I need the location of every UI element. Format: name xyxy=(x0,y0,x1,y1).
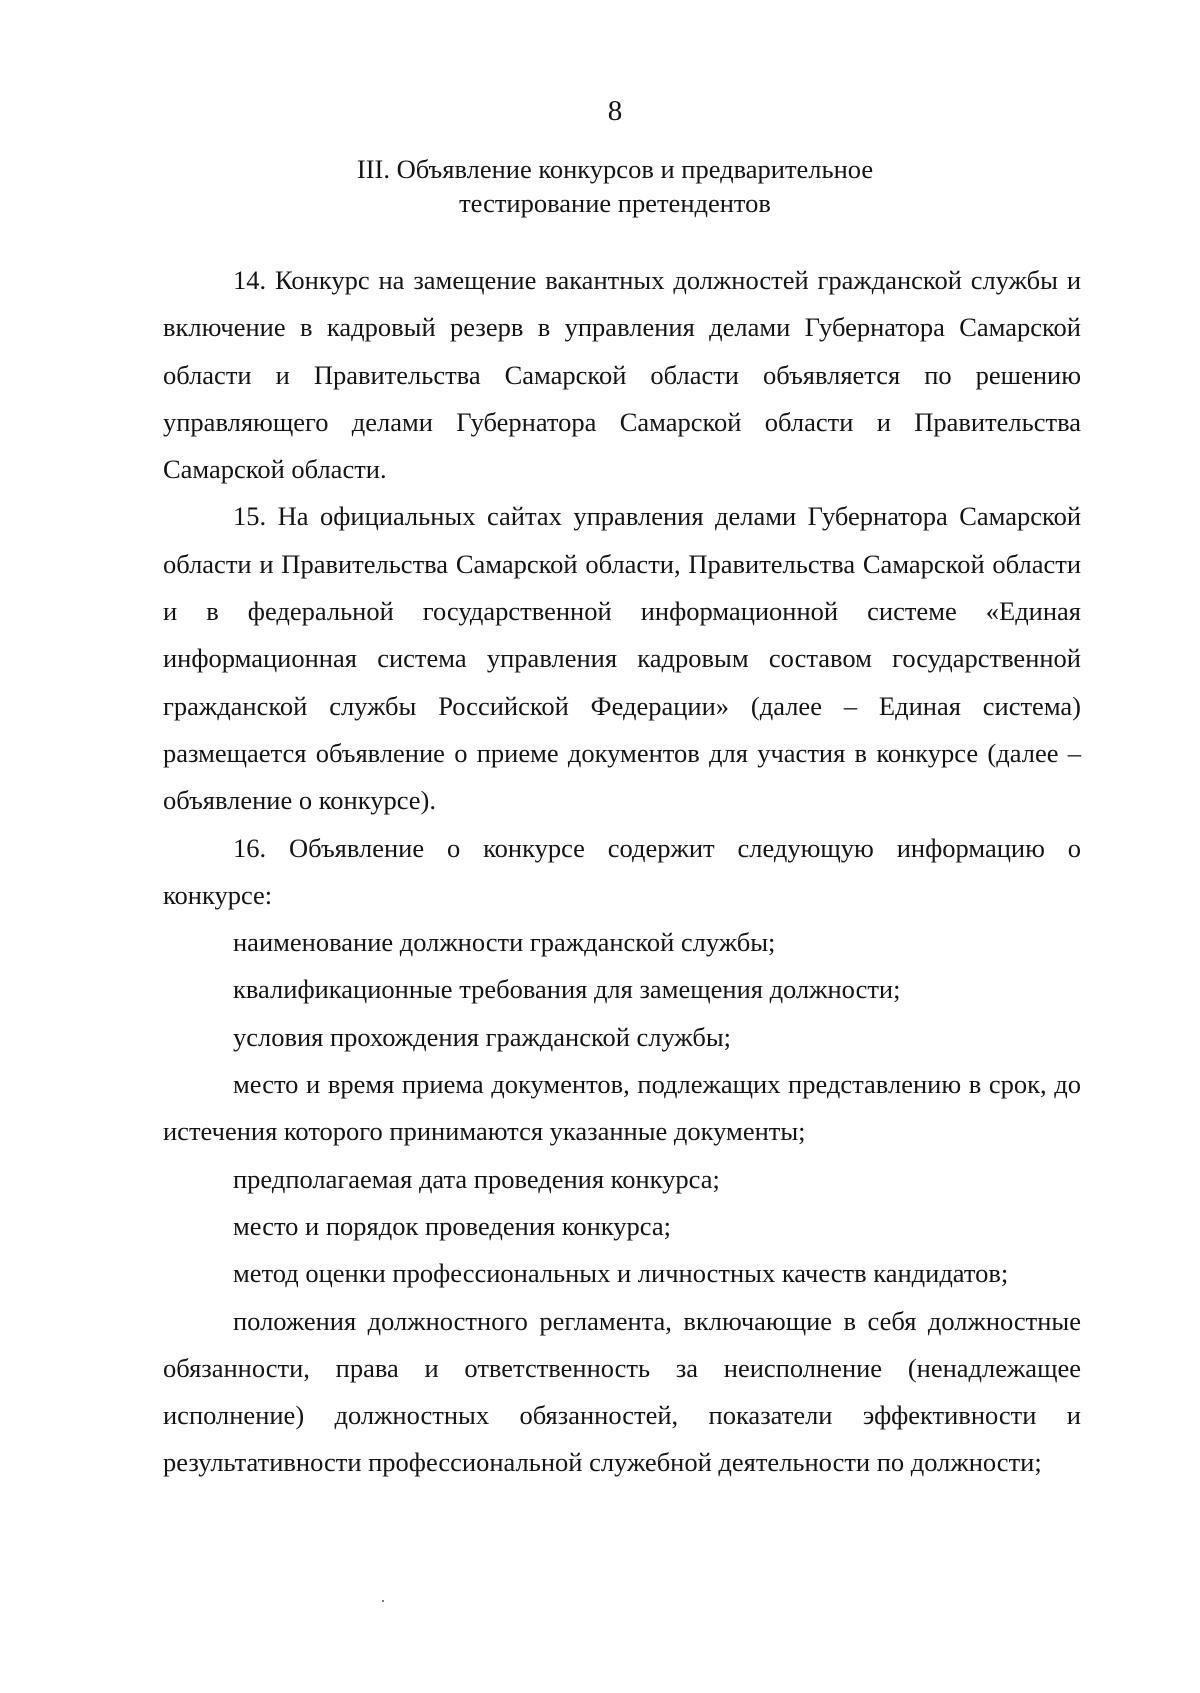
section-heading-line-1: III. Объявление конкурсов и предварительное xyxy=(356,154,874,184)
list-item: предполагаемая дата проведения конкурса; xyxy=(233,1163,720,1194)
list-item: место и порядок проведения конкурса; xyxy=(233,1210,672,1241)
list-item: место и время приема документов, подлежащих представлению в срок, до истечения которого принимаются указанные документы; xyxy=(163,1069,1081,1147)
section-heading xyxy=(0,152,1200,220)
document-body xyxy=(163,257,1081,1487)
page-number: 8 xyxy=(607,95,623,127)
paragraph-15: 15. На официальных сайтах управления делами Губернатора Самарской области и Правительства Самарской области, Правительства Самарской области и в федеральной государственной информационной системе «Единая информационная система управления кадровым составом государственной гражданской службы Российской Федерации» (далее – Единая система) размещается объявление о приеме документов для участия в конкурсе (далее – объявление о конкурсе). xyxy=(163,501,1081,816)
section-heading-line-2: тестирование претендентов xyxy=(459,188,771,218)
list-item: наименование должности гражданской службы; xyxy=(233,927,776,958)
paragraph-16: 16. Объявление о конкурсе содержит следующую информацию о конкурсе: xyxy=(163,832,1081,910)
list-item: метод оценки профессиональных и личностных качеств кандидатов; xyxy=(233,1258,1009,1289)
list-item: положения должностного регламента, включающие в себя должностные обязанности, права и ответственность за неисполнение (ненадлежащее исполнение) должностных обязанностей, показатели эффективности и результативности профессиональной служебной деятельности по должности; xyxy=(163,1305,1081,1478)
scan-speck xyxy=(382,1600,384,1602)
list-item: квалификационные требования для замещения должности; xyxy=(233,974,901,1005)
paragraph-14: 14. Конкурс на замещение вакантных должностей гражданской службы и включение в кадровый резерв в управления делами Губернатора Самарской области и Правительства Самарской области объявляется по решению управляющего делами Губернатора Самарской области и Правительства Самарской области. xyxy=(163,265,1081,485)
list-item: условия прохождения гражданской службы; xyxy=(233,1021,732,1052)
